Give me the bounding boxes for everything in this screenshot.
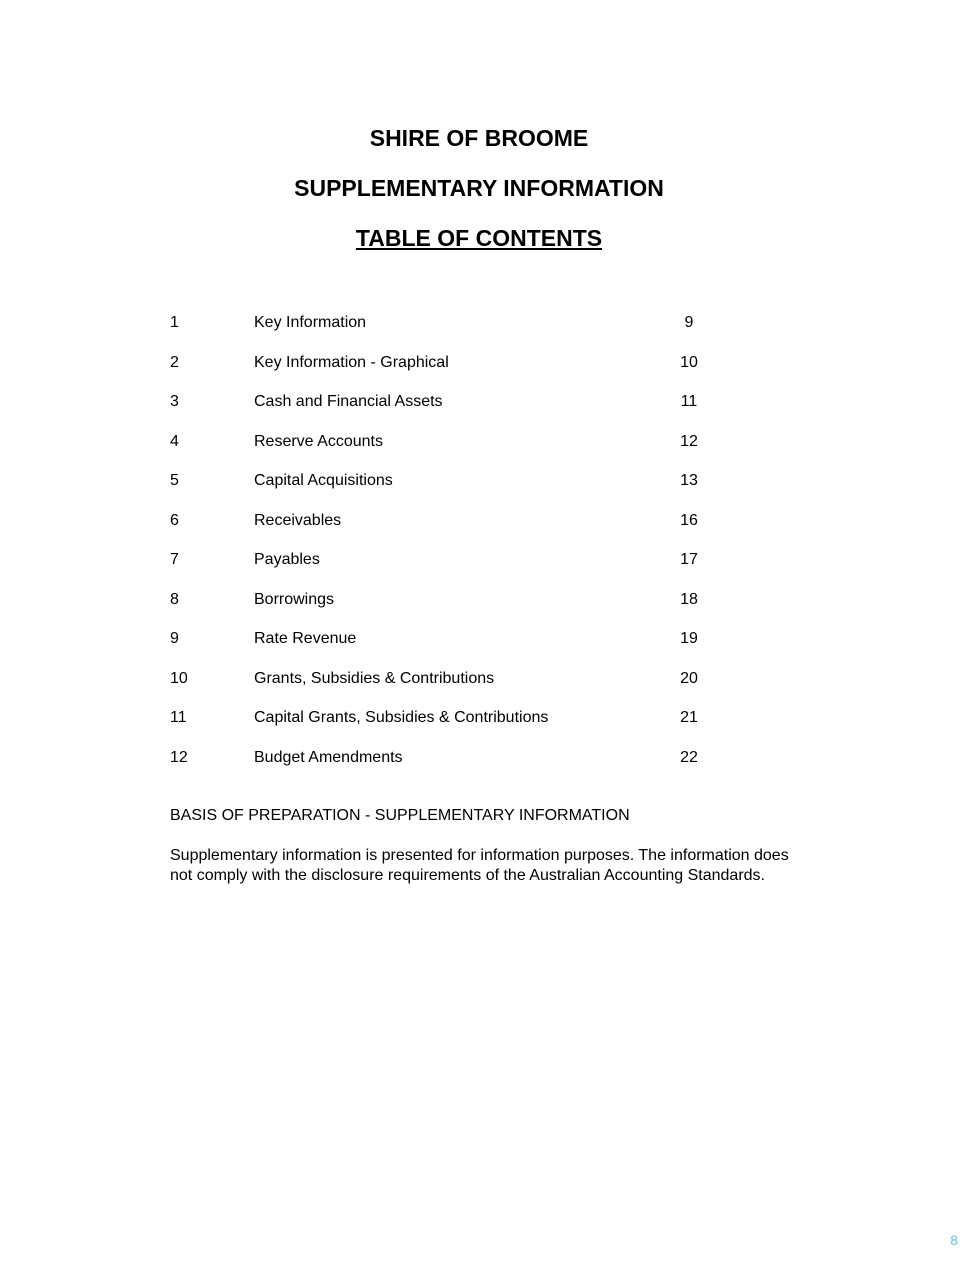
toc-row xyxy=(170,587,730,627)
toc-row xyxy=(170,389,730,429)
toc-page-number: 10 xyxy=(680,353,698,371)
toc-entry-title: Grants, Subsidies & Contributions xyxy=(254,669,495,687)
toc-page-number: 12 xyxy=(680,432,698,450)
toc-page-number: 22 xyxy=(680,748,698,766)
toc-row xyxy=(170,350,730,390)
toc-entry-title: Reserve Accounts xyxy=(254,432,383,450)
toc-number: 2 xyxy=(170,353,179,371)
toc-page-number: 21 xyxy=(680,709,698,726)
toc-row xyxy=(170,745,730,785)
toc-entry-title: Cash and Financial Assets xyxy=(254,393,443,410)
toc-number: 3 xyxy=(170,393,179,410)
toc-entry-title: Capital Acquisitions xyxy=(254,472,393,489)
page-number: 8 xyxy=(950,1232,958,1248)
toc-page-number: 11 xyxy=(680,393,698,410)
organisation-title: SHIRE OF BROOME xyxy=(369,125,589,151)
toc-number: 10 xyxy=(170,669,188,687)
toc-number: 5 xyxy=(170,472,179,489)
toc-row xyxy=(170,547,730,587)
basis-of-preparation-heading: BASIS OF PREPARATION - SUPPLEMENTARY INFORMATION xyxy=(170,807,630,824)
toc-row xyxy=(170,666,730,706)
toc-number: 6 xyxy=(170,511,179,529)
toc-row xyxy=(170,508,730,548)
toc-number: 11 xyxy=(170,709,187,726)
document-subtitle: SUPPLEMENTARY INFORMATION xyxy=(294,175,664,201)
toc-page-number: 19 xyxy=(680,630,698,647)
toc-row xyxy=(170,705,730,745)
toc-page-number: 13 xyxy=(680,472,698,489)
toc-number: 4 xyxy=(170,432,179,450)
toc-row xyxy=(170,626,730,666)
toc-page-number: 20 xyxy=(680,669,698,687)
toc-entry-title: Rate Revenue xyxy=(254,630,357,647)
toc-entry-title: Receivables xyxy=(254,511,342,529)
toc-page-number: 16 xyxy=(680,511,698,529)
toc-heading: TABLE OF CONTENTS xyxy=(355,225,603,251)
toc-page-number: 9 xyxy=(684,314,694,331)
toc-entry-title: Capital Grants, Subsidies & Contributions xyxy=(254,709,549,726)
toc-number: 12 xyxy=(170,748,188,766)
toc-page-number: 18 xyxy=(680,590,698,608)
toc-entry-title: Key Information xyxy=(254,314,367,331)
toc-number: 9 xyxy=(170,630,179,647)
toc-entry-title: Borrowings xyxy=(254,590,335,608)
toc-number: 8 xyxy=(170,590,179,608)
toc-row xyxy=(170,468,730,508)
toc-number: 1 xyxy=(170,314,179,331)
basis-of-preparation-text: Supplementary information is presented for information purposes. The information does not comply with the disclosure requirements of the Australian Accounting Standards. xyxy=(170,847,789,884)
toc-row xyxy=(170,310,730,350)
toc-page-number: 17 xyxy=(680,551,698,568)
toc-entry-title: Payables xyxy=(254,551,320,568)
toc-number: 7 xyxy=(170,551,179,568)
toc-entry-title: Budget Amendments xyxy=(254,748,403,766)
table-of-contents xyxy=(170,310,730,784)
toc-row xyxy=(170,429,730,469)
toc-entry-title: Key Information - Graphical xyxy=(254,353,449,371)
